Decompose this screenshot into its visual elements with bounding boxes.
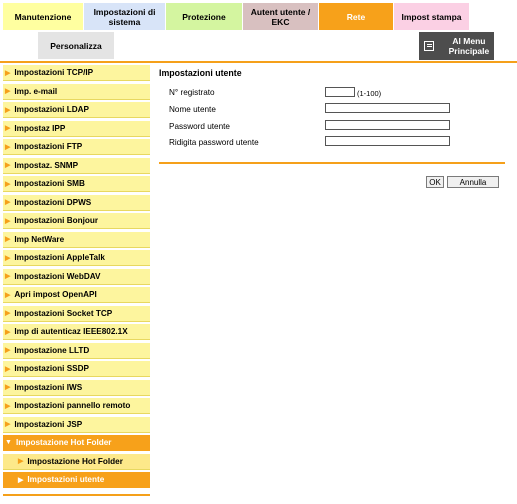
- sidebar-item-ldap[interactable]: [3, 102, 150, 118]
- content-panel: [159, 68, 505, 147]
- tab-label: Rete: [346, 11, 366, 22]
- arrow-right-icon: ▶: [5, 125, 11, 132]
- cancel-button[interactable]: Annulla: [447, 176, 499, 188]
- tab-impostazioni-di-sistema[interactable]: [84, 3, 165, 30]
- sidebar-item-label: Impostazioni DPWS: [14, 197, 92, 207]
- sidebar-item-label: Impostazioni AppleTalk: [14, 253, 105, 262]
- arrow-right-icon: ▶: [5, 106, 11, 114]
- sidebar-item-label: Impostaz IPP: [14, 123, 66, 133]
- main-menu-button[interactable]: [419, 32, 494, 60]
- main-menu-label: Al Menu Principale: [448, 36, 490, 56]
- sidebar-subitem-hot-folder-settings[interactable]: [3, 454, 150, 470]
- arrow-right-icon: ▶: [5, 328, 11, 336]
- tab-label: Autent utente / EKC: [250, 6, 311, 27]
- sidebar-item-appletalk[interactable]: [3, 250, 150, 266]
- sidebar-item-label: Impostaz. SNMP: [14, 160, 79, 170]
- arrow-right-icon: ▶: [5, 180, 11, 188]
- menu-screen-icon: [424, 41, 434, 51]
- sidebar-item-label: Imp NetWare: [14, 234, 65, 244]
- user-name-input[interactable]: [325, 103, 450, 113]
- arrow-right-icon: ▶: [5, 162, 11, 169]
- sidebar-item-label: Impostazioni Bonjour: [14, 216, 99, 225]
- sidebar-item-jsp[interactable]: [3, 417, 150, 433]
- arrow-right-icon: ▶: [5, 310, 11, 317]
- sidebar-item-remote-panel[interactable]: [3, 398, 150, 414]
- arrow-right-icon: ▶: [5, 273, 11, 280]
- sidebar-subitem-user-settings[interactable]: [3, 472, 150, 488]
- sidebar-item-label: Imp di autenticaz IEEE802.1X: [14, 327, 128, 336]
- registered-no-input[interactable]: [325, 87, 355, 97]
- sidebar-item-label: Impostazioni IWS: [14, 382, 83, 392]
- page-title: Impostazioni utente: [159, 68, 242, 78]
- sidebar-item-tcp-ip[interactable]: [3, 65, 150, 81]
- sidebar-item-label: Impostazioni WebDAV: [14, 271, 101, 281]
- sidebar-item-openapi[interactable]: [3, 287, 150, 303]
- arrow-right-icon: ▶: [5, 199, 11, 206]
- sidebar-item-label: Impostazione Hot Folder: [27, 456, 123, 466]
- sidebar-item-label: Impostazioni FTP: [14, 142, 83, 151]
- user-name-label: Nome utente: [169, 105, 216, 114]
- arrow-right-icon: ▶: [5, 347, 11, 354]
- sidebar-item-label: Impostazione Hot Folder: [15, 438, 112, 447]
- tab-label: Protezione: [182, 11, 226, 22]
- sidebar-item-snmp[interactable]: [3, 158, 150, 174]
- arrow-down-icon: ▼: [5, 439, 12, 446]
- sidebar-item-label: Imp. e-mail: [14, 86, 58, 96]
- tab-impost-stampa[interactable]: [394, 3, 469, 30]
- tab-personalizza[interactable]: [38, 32, 114, 59]
- arrow-right-icon: ▶: [5, 254, 11, 262]
- tab-manutenzione[interactable]: [3, 3, 83, 30]
- sidebar-item-webdav[interactable]: [3, 269, 150, 285]
- sidebar-item-label: Impostazioni JSP: [14, 419, 83, 429]
- sidebar-item-ipp[interactable]: [3, 121, 150, 137]
- sidebar: [3, 65, 150, 491]
- arrow-right-icon: ▶: [5, 143, 11, 151]
- password-label: Password utente: [169, 122, 230, 131]
- password-input[interactable]: [325, 120, 450, 130]
- sidebar-item-label: Impostazioni SSDP: [14, 364, 89, 373]
- sidebar-item-netware[interactable]: [3, 232, 150, 248]
- content-divider: [159, 162, 505, 164]
- ok-button[interactable]: OK: [426, 176, 444, 188]
- arrow-right-icon: ▶: [5, 217, 11, 225]
- sidebar-item-socket-tcp[interactable]: [3, 306, 150, 322]
- tab-label: Impostazioni di sistema: [93, 6, 156, 27]
- sidebar-item-email[interactable]: [3, 84, 150, 100]
- sidebar-item-ftp[interactable]: [3, 139, 150, 155]
- tab-label: Impost stampa: [401, 11, 462, 22]
- tab-protezione[interactable]: [166, 3, 242, 30]
- sidebar-item-label: Impostazioni TCP/IP: [14, 68, 94, 77]
- sidebar-item-label: Impostazioni utente: [27, 475, 105, 484]
- retype-password-input[interactable]: [325, 136, 450, 146]
- arrow-right-icon: ▶: [18, 458, 24, 465]
- arrow-right-icon: ▶: [5, 236, 11, 243]
- arrow-right-icon: ▶: [5, 69, 11, 77]
- arrow-right-icon: ▶: [5, 365, 11, 373]
- sidebar-item-bonjour[interactable]: [3, 213, 150, 229]
- arrow-right-icon: ▶: [18, 476, 24, 484]
- tab-rete[interactable]: [319, 3, 393, 30]
- sidebar-item-dpws[interactable]: [3, 195, 150, 211]
- tab-label: Personalizza: [50, 40, 102, 51]
- sidebar-item-lltd[interactable]: [3, 343, 150, 359]
- sidebar-item-ieee8021x[interactable]: [3, 324, 150, 340]
- registered-no-label: N° registrato: [169, 88, 215, 97]
- sidebar-item-label: Impostazioni Socket TCP: [14, 308, 113, 318]
- tab-label: Manutenzione: [14, 11, 72, 22]
- sidebar-bottom-divider: [3, 494, 150, 496]
- retype-password-label: Ridigita password utente: [169, 138, 259, 147]
- arrow-right-icon: ▶: [5, 421, 11, 428]
- registered-no-range: (1-100): [357, 89, 382, 98]
- arrow-right-icon: ▶: [5, 291, 11, 299]
- sidebar-item-label: Impostazioni pannello remoto: [14, 401, 131, 410]
- sidebar-item-smb[interactable]: [3, 176, 150, 192]
- sidebar-item-hot-folder[interactable]: [3, 435, 150, 451]
- arrow-right-icon: ▶: [5, 384, 11, 391]
- sidebar-item-ssdp[interactable]: [3, 361, 150, 377]
- sidebar-item-label: Apri impost OpenAPI: [14, 290, 97, 299]
- sidebar-item-iws[interactable]: [3, 380, 150, 396]
- header-divider: [0, 61, 517, 63]
- sidebar-item-label: Impostazioni LDAP: [14, 105, 89, 114]
- sidebar-item-label: Impostazioni SMB: [14, 179, 85, 188]
- sidebar-item-label: Impostazione LLTD: [14, 345, 90, 355]
- arrow-right-icon: ▶: [5, 88, 11, 95]
- arrow-right-icon: ▶: [5, 402, 11, 410]
- tab-autent-utente-ekc[interactable]: [243, 3, 318, 30]
